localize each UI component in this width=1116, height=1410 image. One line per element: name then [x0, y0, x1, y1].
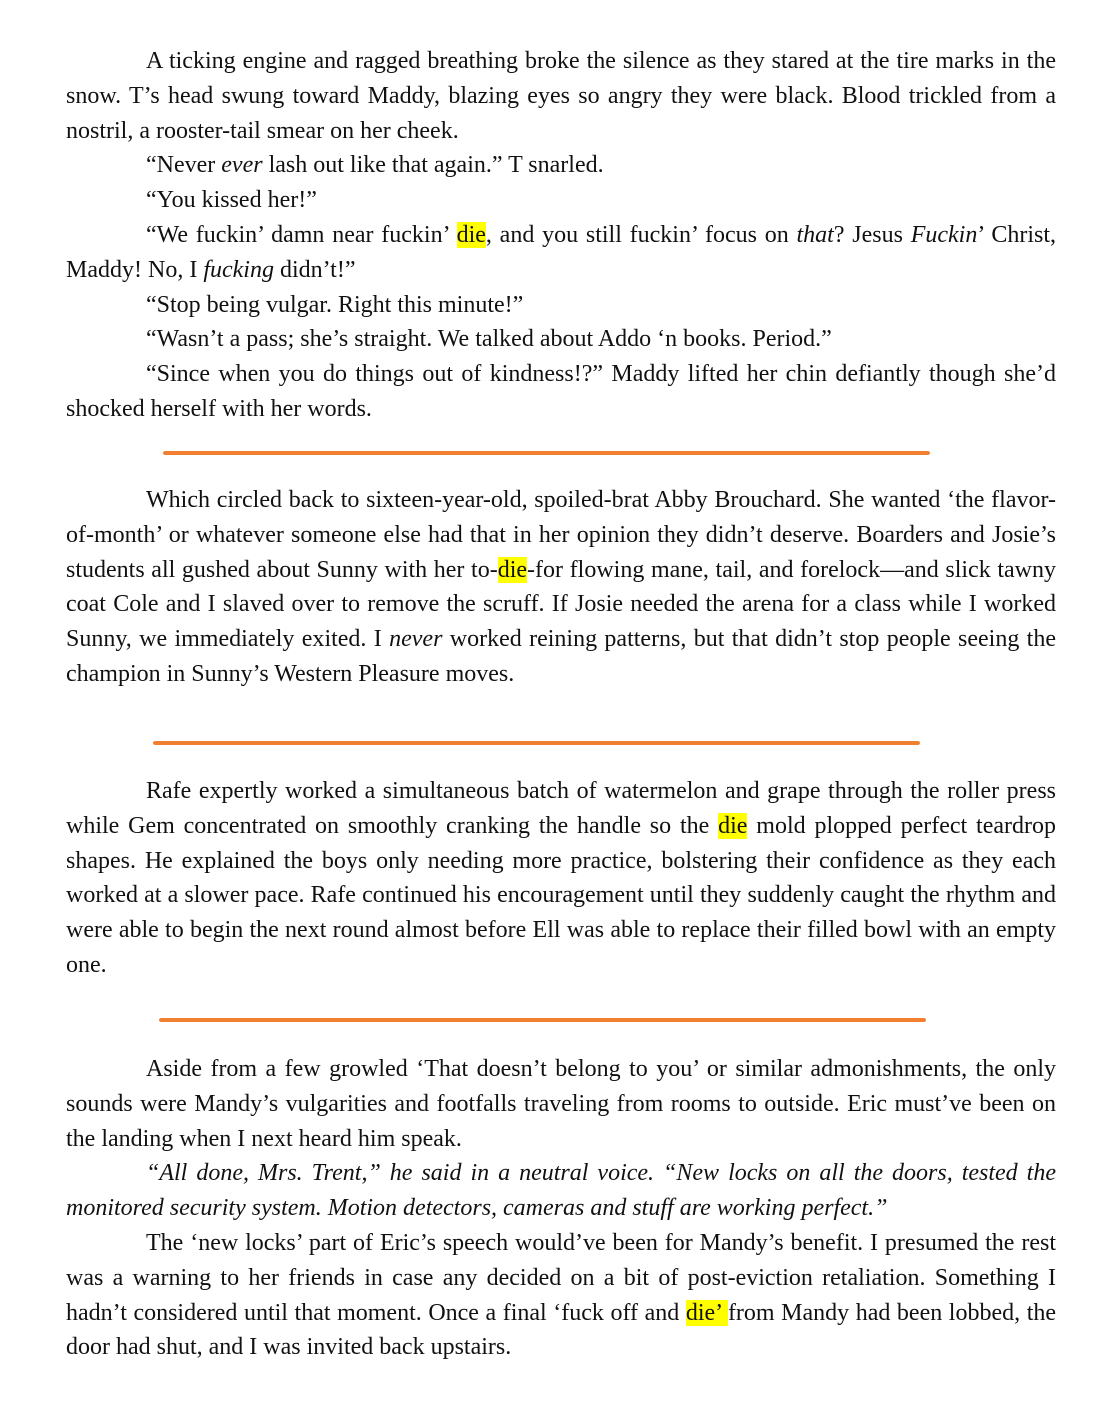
- italic-word: Fuckin: [910, 221, 978, 248]
- highlighted-word: die: [718, 812, 748, 839]
- italic-word: ever: [221, 152, 263, 179]
- excerpt-1: [66, 44, 1056, 427]
- italic-word: that: [796, 221, 834, 248]
- paragraph: Rafe expertly worked a simultaneous batch of watermelon and grape through the roller press while Gem concentrated on smoothly cranking the handle so the die mold plopped perfect teardrop shapes. He explained the boys only needing more practice, bolstering their confidence as they each worked at a slower pace. Rafe continued his encouragement until they suddenly caught the rhythm and were able to begin the next round almost before Ell was able to replace their filled bowl with an empty one.: [66, 778, 1056, 978]
- excerpt-4: [66, 1052, 1056, 1365]
- paragraph: Which circled back to sixteen-year-old, spoiled-brat Abby Brouchard. She wanted ‘the flavor-of-month’ or whatever someone else had that in her opinion they didn’t deserve. Boarders and Josie’s students all gushed about Sunny with her to-die-for flowing mane, tail, and forelock—and slick tawny coat Cole and I slaved over to remove the scruff. If Josie needed the arena for a class while I worked Sunny, we immediately exited. I never worked reining patterns, but that didn’t stop people seeing the champion in Sunny’s Western Pleasure moves.: [66, 487, 1057, 687]
- highlighted-word: die: [497, 556, 528, 583]
- paragraph: “Since when you do things out of kindness!?” Maddy lifted her chin defiantly though she’d shocked herself with her words.: [66, 361, 1056, 422]
- italic-word: fucking: [203, 256, 274, 283]
- italic-word: never: [389, 626, 443, 653]
- paragraph: “Never ever lash out like that again.” T snarled.: [146, 152, 604, 179]
- paragraph: The ‘new locks’ part of Eric’s speech would’ve been for Mandy’s benefit. I presumed the rest was a warning to her friends in case any decided on a bit of post-eviction retaliation. Something I hadn’t considered until that moment. Once a final ‘fuck off and die’ from Mandy had been lobbed, the door had shut, and I was invited back upstairs.: [66, 1229, 1057, 1361]
- highlighted-word: die: [456, 221, 486, 248]
- paragraph: Aside from a few growled ‘That doesn’t belong to you’ or similar admonishments, the only sounds were Mandy’s vulgarities and footfalls traveling from rooms to outside. Eric must’ve been on the landing when I next heard him speak.: [66, 1056, 1056, 1152]
- paragraph: “You kissed her!”: [146, 187, 317, 214]
- paragraph: “Wasn’t a pass; she’s straight. We talked about Addo ‘n books. Period.”: [146, 326, 832, 353]
- paragraph: “We fuckin’ damn near fuckin’ die, and you still fuckin’ focus on that? Jesus Fuckin’ Christ, Maddy! No, I fucking didn’t!”: [66, 221, 1057, 283]
- paragraph: A ticking engine and ragged breathing broke the silence as they stared at the tire marks in the snow. T’s head swung toward Maddy, blazing eyes so angry they were black. Blood trickled from a nostril, a rooster-tail smear on her cheek.: [66, 48, 1056, 144]
- section-divider: [153, 741, 920, 745]
- section-divider: [163, 451, 930, 455]
- excerpt-3: [66, 774, 1056, 983]
- highlighted-word: die’: [685, 1299, 728, 1326]
- excerpt-2: [66, 483, 1056, 692]
- section-divider: [159, 1018, 926, 1022]
- paragraph: “Stop being vulgar. Right this minute!”: [146, 291, 524, 318]
- paragraph-italic-dialog: “All done, Mrs. Trent,” he said in a neutral voice. “New locks on all the doors, tested the monitored security system. Motion detectors, cameras and stuff are working perfect.”: [66, 1160, 1056, 1222]
